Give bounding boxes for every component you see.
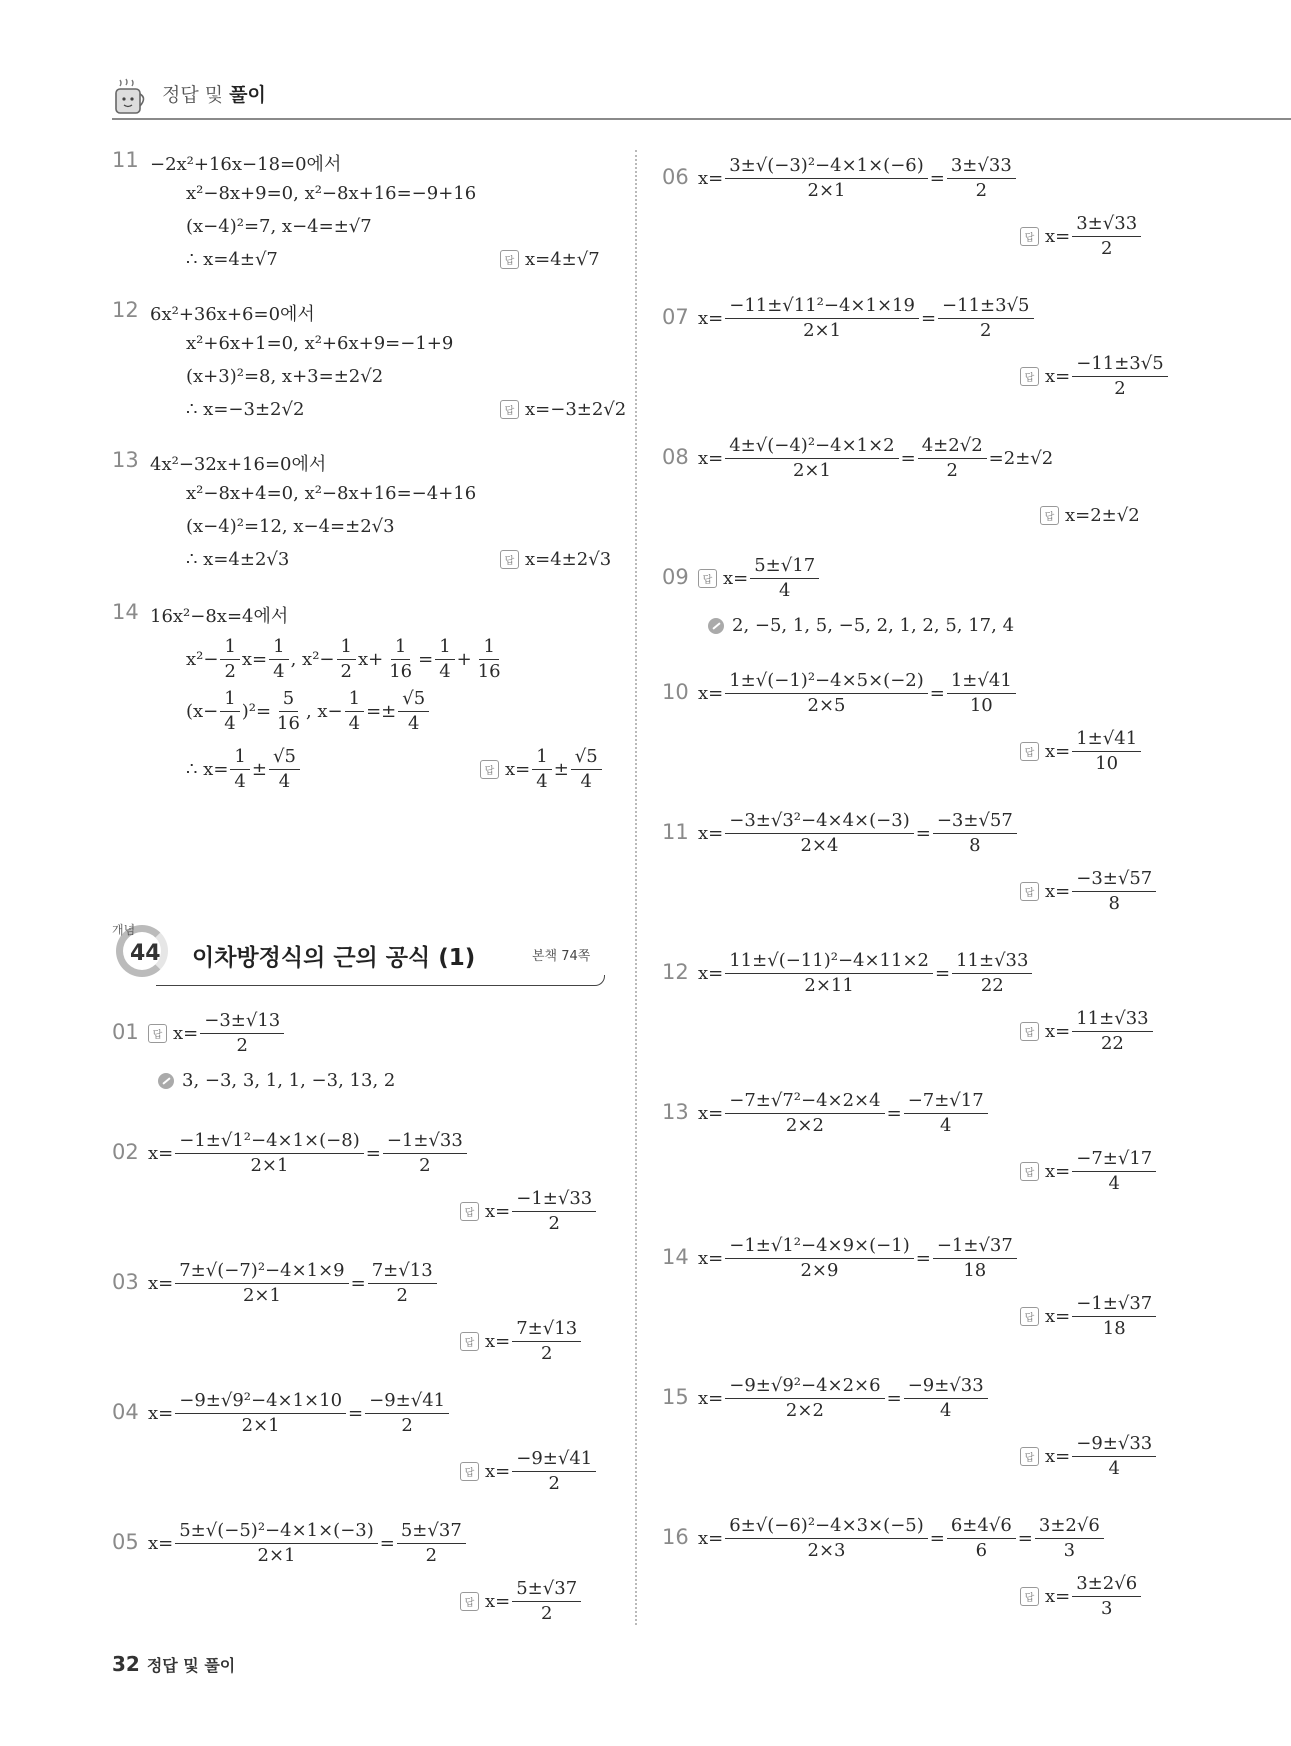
denominator: 2×1	[803, 320, 842, 341]
denominator: 2×1	[257, 1545, 296, 1566]
equation	[148, 1520, 468, 1567]
fraction	[512, 1578, 581, 1625]
math-line: (x−4)²=7, x−4=±√7	[186, 216, 372, 237]
denominator: 2	[1114, 378, 1126, 399]
x-equals: x=	[698, 963, 724, 984]
answer-mark-icon: 답	[460, 1332, 479, 1351]
equals: =	[929, 683, 945, 704]
numerator: 5±√37	[512, 1578, 581, 1602]
math-line: ∴ x=4±√7	[186, 249, 278, 270]
page-header	[112, 70, 1291, 120]
denominator: 2	[540, 1343, 553, 1364]
math-line: ∴ x= $\frac{1}{4}$ ± $\frac{√5}{4}$	[186, 746, 302, 793]
problem-number: 12	[112, 298, 139, 322]
denominator: 2	[401, 1415, 413, 1436]
denominator: 2×2	[785, 1400, 824, 1421]
fraction	[1072, 1293, 1156, 1340]
numerator: 4±2√2	[918, 435, 987, 459]
numerator: 6±4√6	[947, 1515, 1016, 1539]
answer	[1020, 1008, 1155, 1055]
denominator: 2	[946, 460, 958, 481]
pencil-icon	[708, 618, 724, 634]
equals: =	[915, 1248, 931, 1269]
x-equals: x=	[698, 1103, 724, 1124]
equation	[698, 1090, 990, 1137]
denominator: 6	[975, 1540, 988, 1561]
fraction	[725, 1235, 913, 1282]
equals: =	[900, 448, 916, 469]
denominator: 2	[425, 1545, 438, 1566]
denominator: 2×1	[242, 1285, 281, 1306]
footer-text: 정답 및 풀이	[146, 1656, 236, 1675]
hint-text: 3, −3, 3, 1, 1, −3, 13, 2	[182, 1070, 396, 1091]
numerator: −9±√9²−4×2×6	[725, 1375, 884, 1399]
numerator: 11±√33	[952, 950, 1032, 974]
x-equals: x=	[698, 448, 724, 469]
equation	[698, 1375, 990, 1422]
problem-number: 04	[112, 1400, 139, 1424]
fraction	[383, 1130, 467, 1177]
answer	[500, 399, 626, 420]
problem-number: 13	[112, 448, 139, 472]
fraction	[175, 1260, 348, 1307]
answer	[500, 249, 600, 270]
x-equals: x=	[485, 1461, 511, 1482]
equals: =	[365, 1143, 381, 1164]
answer-mark-icon: 답	[500, 550, 519, 569]
equation	[148, 1260, 439, 1307]
answer-mark-icon: 답	[500, 400, 519, 419]
denominator: 10	[969, 695, 993, 716]
problem-line: 6x²+36x+6=0에서	[150, 304, 315, 325]
numerator: 6±√(−6)²−4×3×(−5)	[725, 1515, 928, 1539]
math-line: x²−8x+4=0, x²−8x+16=−4+16	[186, 483, 477, 504]
equation	[698, 555, 821, 602]
fraction	[365, 1390, 449, 1437]
equation	[698, 1515, 1106, 1562]
equals: =	[929, 1528, 945, 1549]
numerator: 11±√(−11)²−4×11×2	[725, 950, 933, 974]
fraction	[1072, 213, 1141, 260]
math-line: x²− $\frac{1}{2}$ x= $\frac{1}{4}$ , x²− $\frac{1}{2}$ x+ $\frac{1}{16}$ = $\frac{1}{4}$ + $\frac{1}{16}$	[186, 636, 501, 682]
equation	[698, 810, 1019, 857]
x-equals: x=	[1045, 226, 1071, 247]
math-line: ∴ x=−3±2√2	[186, 399, 305, 420]
x-equals: x=	[148, 1273, 174, 1294]
hint	[708, 615, 1014, 636]
answer-text: x=2±√2	[1065, 505, 1140, 526]
problem-number: 12	[662, 960, 689, 984]
equation	[698, 435, 1053, 482]
x-equals: x=	[1045, 1586, 1071, 1607]
denominator: 2×1	[807, 180, 846, 201]
answer-text: x=4±√7	[525, 249, 600, 270]
answer	[1020, 1293, 1158, 1340]
x-equals: x=	[723, 568, 749, 589]
fraction	[918, 435, 987, 482]
equals: =	[886, 1388, 902, 1409]
answer	[460, 1578, 583, 1625]
math-line: x²−8x+9=0, x²−8x+16=−9+16	[186, 183, 477, 204]
fraction	[512, 1318, 581, 1365]
fraction	[725, 810, 913, 857]
problem-number: 02	[112, 1140, 139, 1164]
answer	[1020, 868, 1158, 915]
problem-number: 03	[112, 1270, 139, 1294]
numerator: 1±√41	[1072, 728, 1141, 752]
denominator: 3	[1063, 1540, 1076, 1561]
equals: =	[886, 1103, 902, 1124]
fraction	[1072, 868, 1156, 915]
fraction	[947, 1515, 1016, 1562]
column-divider	[635, 150, 637, 1625]
denominator: 22	[980, 975, 1004, 996]
denominator: 4	[939, 1400, 952, 1421]
math-line: (x+3)²=8, x+3=±2√2	[186, 366, 384, 387]
numerator: −11±3√5	[938, 295, 1033, 319]
fraction	[1072, 1008, 1152, 1055]
denominator: 22	[1100, 1033, 1124, 1054]
equation	[148, 1010, 286, 1057]
equals: =	[929, 168, 945, 189]
fraction	[1072, 728, 1141, 775]
numerator: 1±√41	[947, 670, 1016, 694]
problem-line: 4x²−32x+16=0에서	[150, 454, 327, 475]
answer-mark-icon: 답	[480, 760, 499, 779]
answer-mark-icon: 답	[698, 569, 717, 588]
problem-number: 13	[662, 1100, 689, 1124]
problem-number: 11	[112, 148, 139, 172]
numerator: 3±2√6	[1072, 1573, 1141, 1597]
answer	[500, 549, 611, 570]
denominator: 2	[236, 1035, 248, 1056]
fraction	[725, 1375, 884, 1422]
x-equals: x=	[1045, 1021, 1071, 1042]
denominator: 2	[540, 1603, 553, 1624]
problem-number: 06	[662, 165, 689, 189]
equals: =	[915, 823, 931, 844]
denominator: 2	[548, 1213, 560, 1234]
fraction	[725, 1090, 884, 1137]
math-line: x²+6x+1=0, x²+6x+9=−1+9	[186, 333, 454, 354]
numerator: −9±√41	[512, 1448, 596, 1472]
denominator: 2×1	[241, 1415, 280, 1436]
equation	[148, 1390, 451, 1437]
denominator: 2×9	[800, 1260, 839, 1281]
numerator: 3±2√6	[1035, 1515, 1104, 1539]
denominator: 2	[975, 180, 988, 201]
hint-text: 2, −5, 1, 5, −5, 2, 1, 2, 5, 17, 4	[732, 615, 1015, 636]
page-footer	[112, 1652, 235, 1676]
answer-mark-icon: 답	[1040, 506, 1059, 525]
denominator: 2	[396, 1285, 408, 1306]
problem-number: 11	[662, 820, 689, 844]
numerator: 4±√(−4)²−4×1×2	[725, 435, 898, 459]
numerator: 5±√17	[750, 555, 819, 579]
denominator: 3	[1100, 1598, 1113, 1619]
answer	[460, 1448, 598, 1495]
denominator: 2×3	[807, 1540, 846, 1561]
equation	[698, 295, 1036, 342]
numerator: 1±√(−1)²−4×5×(−2)	[725, 670, 928, 694]
fraction	[725, 950, 933, 997]
problem-number: 16	[662, 1525, 689, 1549]
problem-number: 05	[112, 1530, 139, 1554]
denominator: 4	[1108, 1458, 1120, 1479]
header-title: 정답 및 풀이	[162, 84, 266, 106]
answer	[1020, 353, 1170, 400]
fraction	[368, 1260, 437, 1307]
numerator: 3±√33	[1072, 213, 1141, 237]
numerator: −3±√3²−4×4×(−3)	[725, 810, 913, 834]
denominator: 2×11	[804, 975, 854, 996]
page-number: 32	[112, 1652, 140, 1676]
problem-number: 01	[112, 1020, 139, 1044]
mug-mascot-icon	[112, 76, 148, 116]
denominator: 8	[1108, 893, 1120, 914]
fraction	[1072, 1148, 1156, 1195]
answer-mark-icon: 답	[1020, 367, 1039, 386]
numerator: −9±√41	[365, 1390, 449, 1414]
answer-mark-icon: 답	[460, 1592, 479, 1611]
answer-mark-icon: 답	[1020, 742, 1039, 761]
section-header	[112, 925, 612, 985]
denominator: 2	[980, 320, 992, 341]
x-equals: x=	[485, 1201, 511, 1222]
answer	[1020, 1148, 1158, 1195]
x-equals: x=	[1045, 1446, 1071, 1467]
denominator: 2×2	[785, 1115, 824, 1136]
tail: =2±√2	[988, 448, 1054, 469]
x-equals: x=	[148, 1143, 174, 1164]
answer-mark-icon: 답	[1020, 1447, 1039, 1466]
x-equals: x=	[1045, 881, 1071, 902]
answer: 답 x= $\frac{1}{4}$ ± $\frac{√5}{4}$	[480, 746, 604, 793]
denominator: 4	[939, 1115, 952, 1136]
numerator: 7±√(−7)²−4×1×9	[175, 1260, 348, 1284]
fraction	[175, 1520, 378, 1567]
numerator: −9±√33	[1072, 1433, 1156, 1457]
problem-number: 14	[112, 600, 139, 624]
equals: =	[350, 1273, 366, 1294]
denominator: 2	[548, 1473, 560, 1494]
answer-mark-icon: 답	[1020, 1587, 1039, 1606]
fraction	[1072, 1433, 1156, 1480]
problem-number: 10	[662, 680, 689, 704]
equation	[148, 1130, 469, 1177]
x-equals: x=	[698, 168, 724, 189]
x-equals: x=	[1045, 366, 1071, 387]
pencil-icon	[158, 1073, 174, 1089]
equals: =	[348, 1403, 364, 1424]
problem-number: 09	[662, 565, 689, 589]
answer-mark-icon: 답	[1020, 1022, 1039, 1041]
answer-text: x=−3±2√2	[525, 399, 627, 420]
x-equals: x=	[485, 1331, 511, 1352]
numerator: −1±√1²−4×9×(−1)	[725, 1235, 913, 1259]
fraction	[725, 155, 928, 202]
numerator: 3±√33	[947, 155, 1016, 179]
denominator: 10	[1095, 753, 1119, 774]
answer	[1020, 728, 1143, 775]
concept-label: 개념	[112, 923, 136, 937]
numerator: −7±√7²−4×2×4	[725, 1090, 884, 1114]
concept-number: 44	[130, 941, 161, 966]
x-equals: x=	[148, 1403, 174, 1424]
fraction	[512, 1188, 596, 1235]
x-equals: x=	[698, 1528, 724, 1549]
fraction	[947, 155, 1016, 202]
numerator: −1±√1²−4×1×(−8)	[175, 1130, 363, 1154]
numerator: 5±√(−5)²−4×1×(−3)	[175, 1520, 378, 1544]
fraction	[750, 555, 819, 602]
x-equals: x=	[698, 1388, 724, 1409]
numerator: 7±√13	[368, 1260, 437, 1284]
denominator: 2×4	[800, 835, 839, 856]
fraction	[725, 670, 928, 717]
answer-mark-icon: 답	[1020, 882, 1039, 901]
fraction	[725, 435, 898, 482]
problem-number: 08	[662, 445, 689, 469]
denominator: 2×1	[250, 1155, 289, 1176]
answer	[460, 1188, 598, 1235]
numerator: 11±√33	[1072, 1008, 1152, 1032]
answer-mark-icon: 답	[1020, 1307, 1039, 1326]
numerator: −3±√13	[200, 1010, 284, 1034]
denominator: 18	[1102, 1318, 1126, 1339]
math-line: ∴ x=4±2√3	[186, 549, 290, 570]
equals: =	[935, 963, 951, 984]
problem-number: 15	[662, 1385, 689, 1409]
answer	[1020, 1573, 1143, 1620]
fraction	[200, 1010, 284, 1057]
x-equals: x=	[1045, 741, 1071, 762]
numerator: −9±√33	[904, 1375, 988, 1399]
numerator: −7±√17	[904, 1090, 988, 1114]
x-equals: x=	[485, 1591, 511, 1612]
fraction	[725, 1515, 928, 1562]
numerator: 3±√(−3)²−4×1×(−6)	[725, 155, 928, 179]
problem-line: 16x²−8x=4에서	[150, 606, 289, 627]
numerator: −7±√17	[1072, 1148, 1156, 1172]
x-equals: x=	[698, 823, 724, 844]
answer	[460, 1318, 583, 1365]
equation	[698, 950, 1034, 997]
fraction	[938, 295, 1033, 342]
numerator: 5±√37	[397, 1520, 466, 1544]
fraction	[933, 810, 1017, 857]
math-line: (x−4)²=12, x−4=±2√3	[186, 516, 395, 537]
fraction	[947, 670, 1016, 717]
x-equals: x=	[1045, 1161, 1071, 1182]
x-equals: x=	[698, 683, 724, 704]
denominator: 2×5	[807, 695, 846, 716]
numerator: −1±√33	[512, 1188, 596, 1212]
fraction	[512, 1448, 596, 1495]
equals: =	[379, 1533, 395, 1554]
answer-mark-icon: 답	[1020, 1162, 1039, 1181]
x-equals: x=	[1045, 1306, 1071, 1327]
section-underline	[156, 975, 605, 986]
equation	[698, 1235, 1019, 1282]
denominator: 2×1	[792, 460, 831, 481]
fraction	[725, 295, 919, 342]
denominator: 8	[969, 835, 981, 856]
answer-mark-icon: 답	[460, 1202, 479, 1221]
x-equals: x=	[698, 1248, 724, 1269]
denominator: 4	[778, 580, 791, 601]
fraction	[175, 1130, 363, 1177]
equals: =	[1017, 1528, 1033, 1549]
fraction	[952, 950, 1032, 997]
answer-mark-icon: 답	[500, 250, 519, 269]
answer-mark-icon: 답	[148, 1024, 167, 1043]
numerator: −1±√37	[933, 1235, 1017, 1259]
denominator: 2	[419, 1155, 431, 1176]
section-title: 이차방정식의 근의 공식 (1)	[192, 945, 476, 971]
numerator: 7±√13	[512, 1318, 581, 1342]
denominator: 2	[1100, 238, 1113, 259]
fraction	[397, 1520, 466, 1567]
answer	[1040, 505, 1140, 526]
answer	[1020, 213, 1143, 260]
math-line: (x− $\frac{1}{4}$ )²= $\frac{5}{16}$ , x− $\frac{1}{4}$ =± $\frac{√5}{4}$	[186, 688, 431, 735]
fraction	[175, 1390, 346, 1437]
numerator: −9±√9²−4×1×10	[175, 1390, 346, 1414]
hint	[158, 1070, 395, 1091]
numerator: −3±√57	[1072, 868, 1156, 892]
answer-mark-icon: 답	[460, 1462, 479, 1481]
problem-number: 14	[662, 1245, 689, 1269]
equation	[698, 155, 1018, 202]
answer-text: x=4±2√3	[525, 549, 612, 570]
equation	[698, 670, 1018, 717]
numerator: −1±√33	[383, 1130, 467, 1154]
fraction	[1035, 1515, 1104, 1562]
page-reference: 본책 74쪽	[532, 949, 591, 964]
equals: =	[920, 308, 937, 329]
numerator: −11±√11²−4×1×19	[725, 295, 919, 319]
denominator: 4	[1108, 1173, 1120, 1194]
numerator: −1±√37	[1072, 1293, 1156, 1317]
fraction	[904, 1090, 988, 1137]
x-equals: x=	[173, 1023, 199, 1044]
numerator: −3±√57	[933, 810, 1017, 834]
fraction	[1072, 1573, 1141, 1620]
fraction	[933, 1235, 1017, 1282]
problem-number: 07	[662, 305, 689, 329]
fraction	[904, 1375, 988, 1422]
denominator: 18	[963, 1260, 987, 1281]
answer-mark-icon: 답	[1020, 227, 1039, 246]
x-equals: x=	[148, 1533, 174, 1554]
fraction	[1072, 353, 1167, 400]
numerator: −11±3√5	[1072, 353, 1167, 377]
x-equals: x=	[698, 308, 724, 329]
answer	[1020, 1433, 1158, 1480]
problem-line: −2x²+16x−18=0에서	[150, 154, 342, 175]
